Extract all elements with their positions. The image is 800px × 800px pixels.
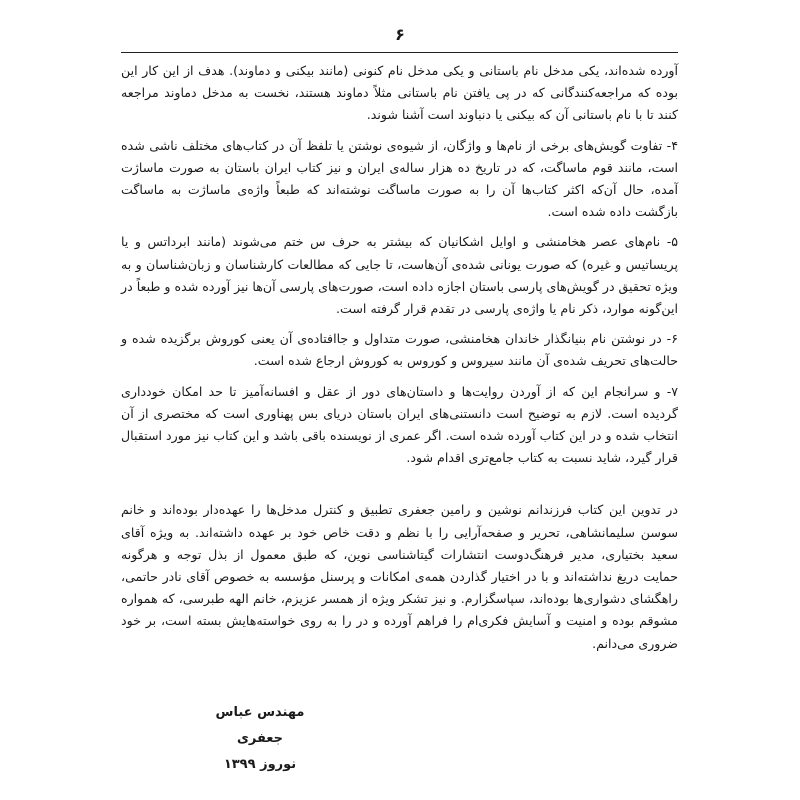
acknowledgment-paragraph: در تدوین این کتاب فرزندانم نوشین و رامین جعفری تطبیق و کنترل مدخل‌ها را عهده‌دار بوده‌اند و خانم سوسن سلیمانشاهی، تحریر و صفحه‌آرایی را با نظم و دقت خاص خود بر عهده داشته‌اند. به ویژه آقای سعید بختیاری، مدیر فرهنگ‌دوست انتشارات گیتاشناسی نوین، که طبق معمول از بذل توجه و هرگونه حمایت دریغ نداشته‌اند و با در اختیار گذاردن همه‌ی امکانات و پرسنل مؤسسه به خصوص آقای نادر حاتمی، راهگشای دشواری‌ها بوده‌اند، سپاسگزارم. و نیز تشکر ویژه از همسر عزیزم، خانم الهه طبرسی، که همواره مشوقم بوده و امنیت و آسایش فکری‌ام را فراهم آورده و در را به روی خواسته‌هایش بسته است، بر خود ضروری می‌دانم. [121,502,678,651]
body-text [121,60,678,655]
header-rule [121,52,678,53]
signature-block [200,700,320,778]
author-name: مهندس عباس جعفری [215,705,305,746]
paragraph-item-4: ۴- تفاوت گویش‌های برخی از نام‌ها و واژگان، از شیوه‌ی نوشتن یا تلفظ آن در کتاب‌های مختلف ناشی شده است، مانند قوم ماساگت، که در تاریخ ده هزار ساله‌ی ایران و نیز کتاب ایران باستان به صورت ماساژت آمده، حال آن‌که اکثر کتاب‌ها آن را به صورت ماساگت نوشته‌اند که طبعاً واژه‌ی ماساژت به ماساگت بازگشت داده شده است. [121,137,678,220]
paragraph-item-7: ۷- و سرانجام این که از آوردن روایت‌ها و داستان‌های دور از عقل و افسانه‌آمیز تا حد امکان خودداری گردیده است. لازم به توضیح است دانستنی‌های ایران باستان دریای بس پهناوری است که مختصری از آن انتخاب شده و در این کتاب آورده شده است. اگر عمری از نویسنده باقی باشد و این کتاب نیز مورد استقبال قرار گیرد، شاید نسبت به کتاب جامع‌تری اقدام شود. [121,383,678,466]
page-number: ۶ [395,25,405,44]
signature-date: نوروز ۱۳۹۹ [223,757,297,772]
paragraph-continuation: آورده شده‌اند، یکی مدخل نام باستانی و یکی مدخل نام کنونی (مانند بیکنی و دماوند). هدف از این کار این بوده که مراجعه‌کنندگانی که در پی یافتن نام باستانی مثلاً دماوند هستند، نخست به مدخل دماوند مراجعه کنند تا با نام باستانی آن که بیکنی یا دنباوند است آشنا شوند. [121,63,678,123]
paragraph-item-5: ۵- نام‌های عصر هخامنشی و اوایل اشکانیان که بیشتر به حرف س ختم می‌شوند (مانند ابرداتس و یا پریساتیس و غیره) که صورت یونانی شده‌ی آن‌هاست، تا جایی که مطالعات کارشناسان و زبان‌شناسان و به ویژه تحقیق در گویش‌های پارسی باستان اجازه داده است، صورت‌های پارسی آن‌ها نیز آورده شده و طبعاً در این‌گونه موارد، ذکر نام یا واژه‌ی پارسی در تقدم قرار گرفته است. [121,234,678,317]
paragraph-item-6: ۶- در نوشتن نام بنیانگذار خاندان هخامنشی، صورت متداول و جاافتاده‌ی آن یعنی کوروش برگزیده شده و حالت‌های تحریف شده‌ی آن مانند سیروس و کوروس به کوروش ارجاع شده است. [121,331,678,369]
